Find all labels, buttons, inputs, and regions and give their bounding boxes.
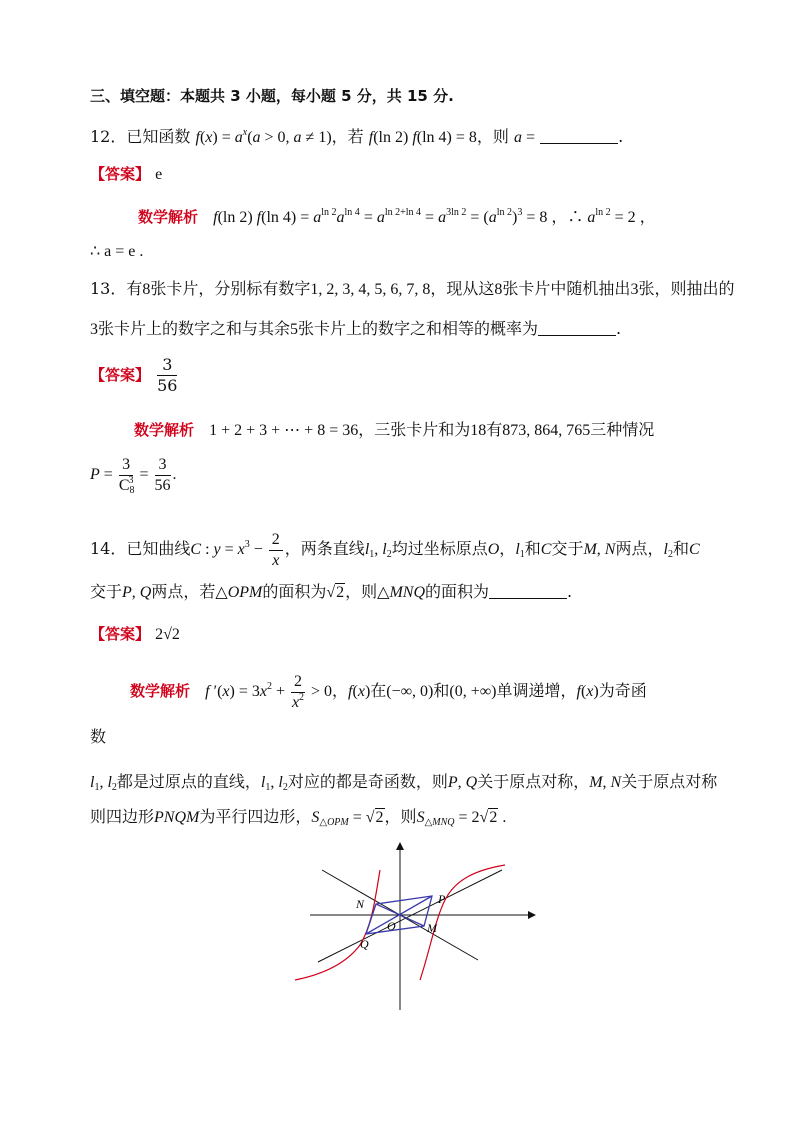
q12-answer-value: e [155,166,163,183]
q13-answer-blank [538,319,616,336]
q12-analysis-end: ∴ a = e . [90,243,144,260]
q14-analysis-line1: 数学解析 f $'(x) = 3x^2$ + $\frac{2}{x^2}$ > 0，f(x)在(−∞, 0)和(0, +∞)单调递增，f(x)为奇函 [130,673,647,711]
q14-answer: 【答案】 2√2 [90,625,180,643]
q13-analysis: 数学解析 1 + 2 + 3 + ⋯ + 8 = 36，三张卡片和为18有873, 864, 765三种情况 [134,420,655,439]
q12-answer-blank [540,127,618,144]
question-13-line1: 13．有8张卡片，分别标有数字1, 2, 3, 4, 5, 6, 7, 8，现从这8张卡片中随机抽出3张，则抽出的 [90,279,735,298]
label-M: M [427,921,437,935]
q14-analysis-line3: $l_1$, $l_2$都是过原点的直线，$l_1$, $l_2$对应的都是奇函数，则P, Q关于原点对称，M, N关于原点对称 [90,772,718,793]
question-14-line2: 交于P, Q两点，若△OPM的面积为√2，则△MNQ的面积为 . [90,582,573,601]
q12-analysis: 数学解析 f(ln 2) f(ln $4) = a^{ln 2}a^{ln 4} = a^{ln 2+ln 4} = a^{3ln 2} = (a^{ln 2})^3 = 8$ ，∴ $a^{ln 2} = 2$ ， [138,207,656,226]
q13-answer: 【答案】 $\frac{3}{56}$ [90,355,178,395]
label-O: O [387,919,396,933]
q14-analysis-line2: 数 [90,727,107,746]
section-header: 三、填空题：本题共 3 小题，每小题 5 分，共 15 分. [90,87,454,105]
q13-probability: P = $\frac{3}{C_8^3}$ = $\frac{3}{56}$ . [90,456,177,496]
label-P: P [438,892,446,906]
curve-left-branch [295,870,380,980]
q14-answer-value: 2√2 [155,626,180,643]
q14-answer-blank [489,582,567,599]
question-13-line2: 3张卡片上的数字之和与其余5张卡片上的数字之和相等的概率为 . [90,319,622,338]
x-axis-arrow [528,911,536,919]
q12-number: 12． [90,127,127,146]
question-12: 12．已知函数 $f(x) = a^x(a > 0$, a ≠ 1)，若 f(ln 2) f(ln 4) = 8，则 a = . [90,127,624,146]
y-axis-arrow [396,842,404,850]
q12-answer: 【答案】 e [90,165,163,183]
label-N: N [356,897,365,911]
question-14-line1: 14．已知曲线C : $y = x^3$ − $\frac{2}{x}$ ，两条直线$l_1$, $l_2$均过坐标原点O，$l_1$和C交于M, N两点，$l_2$和C [90,531,700,569]
curve-figure [280,840,540,1020]
label-Q: Q [360,937,369,951]
q13-answer-fraction: $\frac{3}{56}$ [157,355,178,395]
q14-analysis-line4: 则四边形PNQM为平行四边形，$S_{\triangle OPM} = √2$，则$S_{\triangle MNQ} = 2√2$ . [90,807,507,828]
